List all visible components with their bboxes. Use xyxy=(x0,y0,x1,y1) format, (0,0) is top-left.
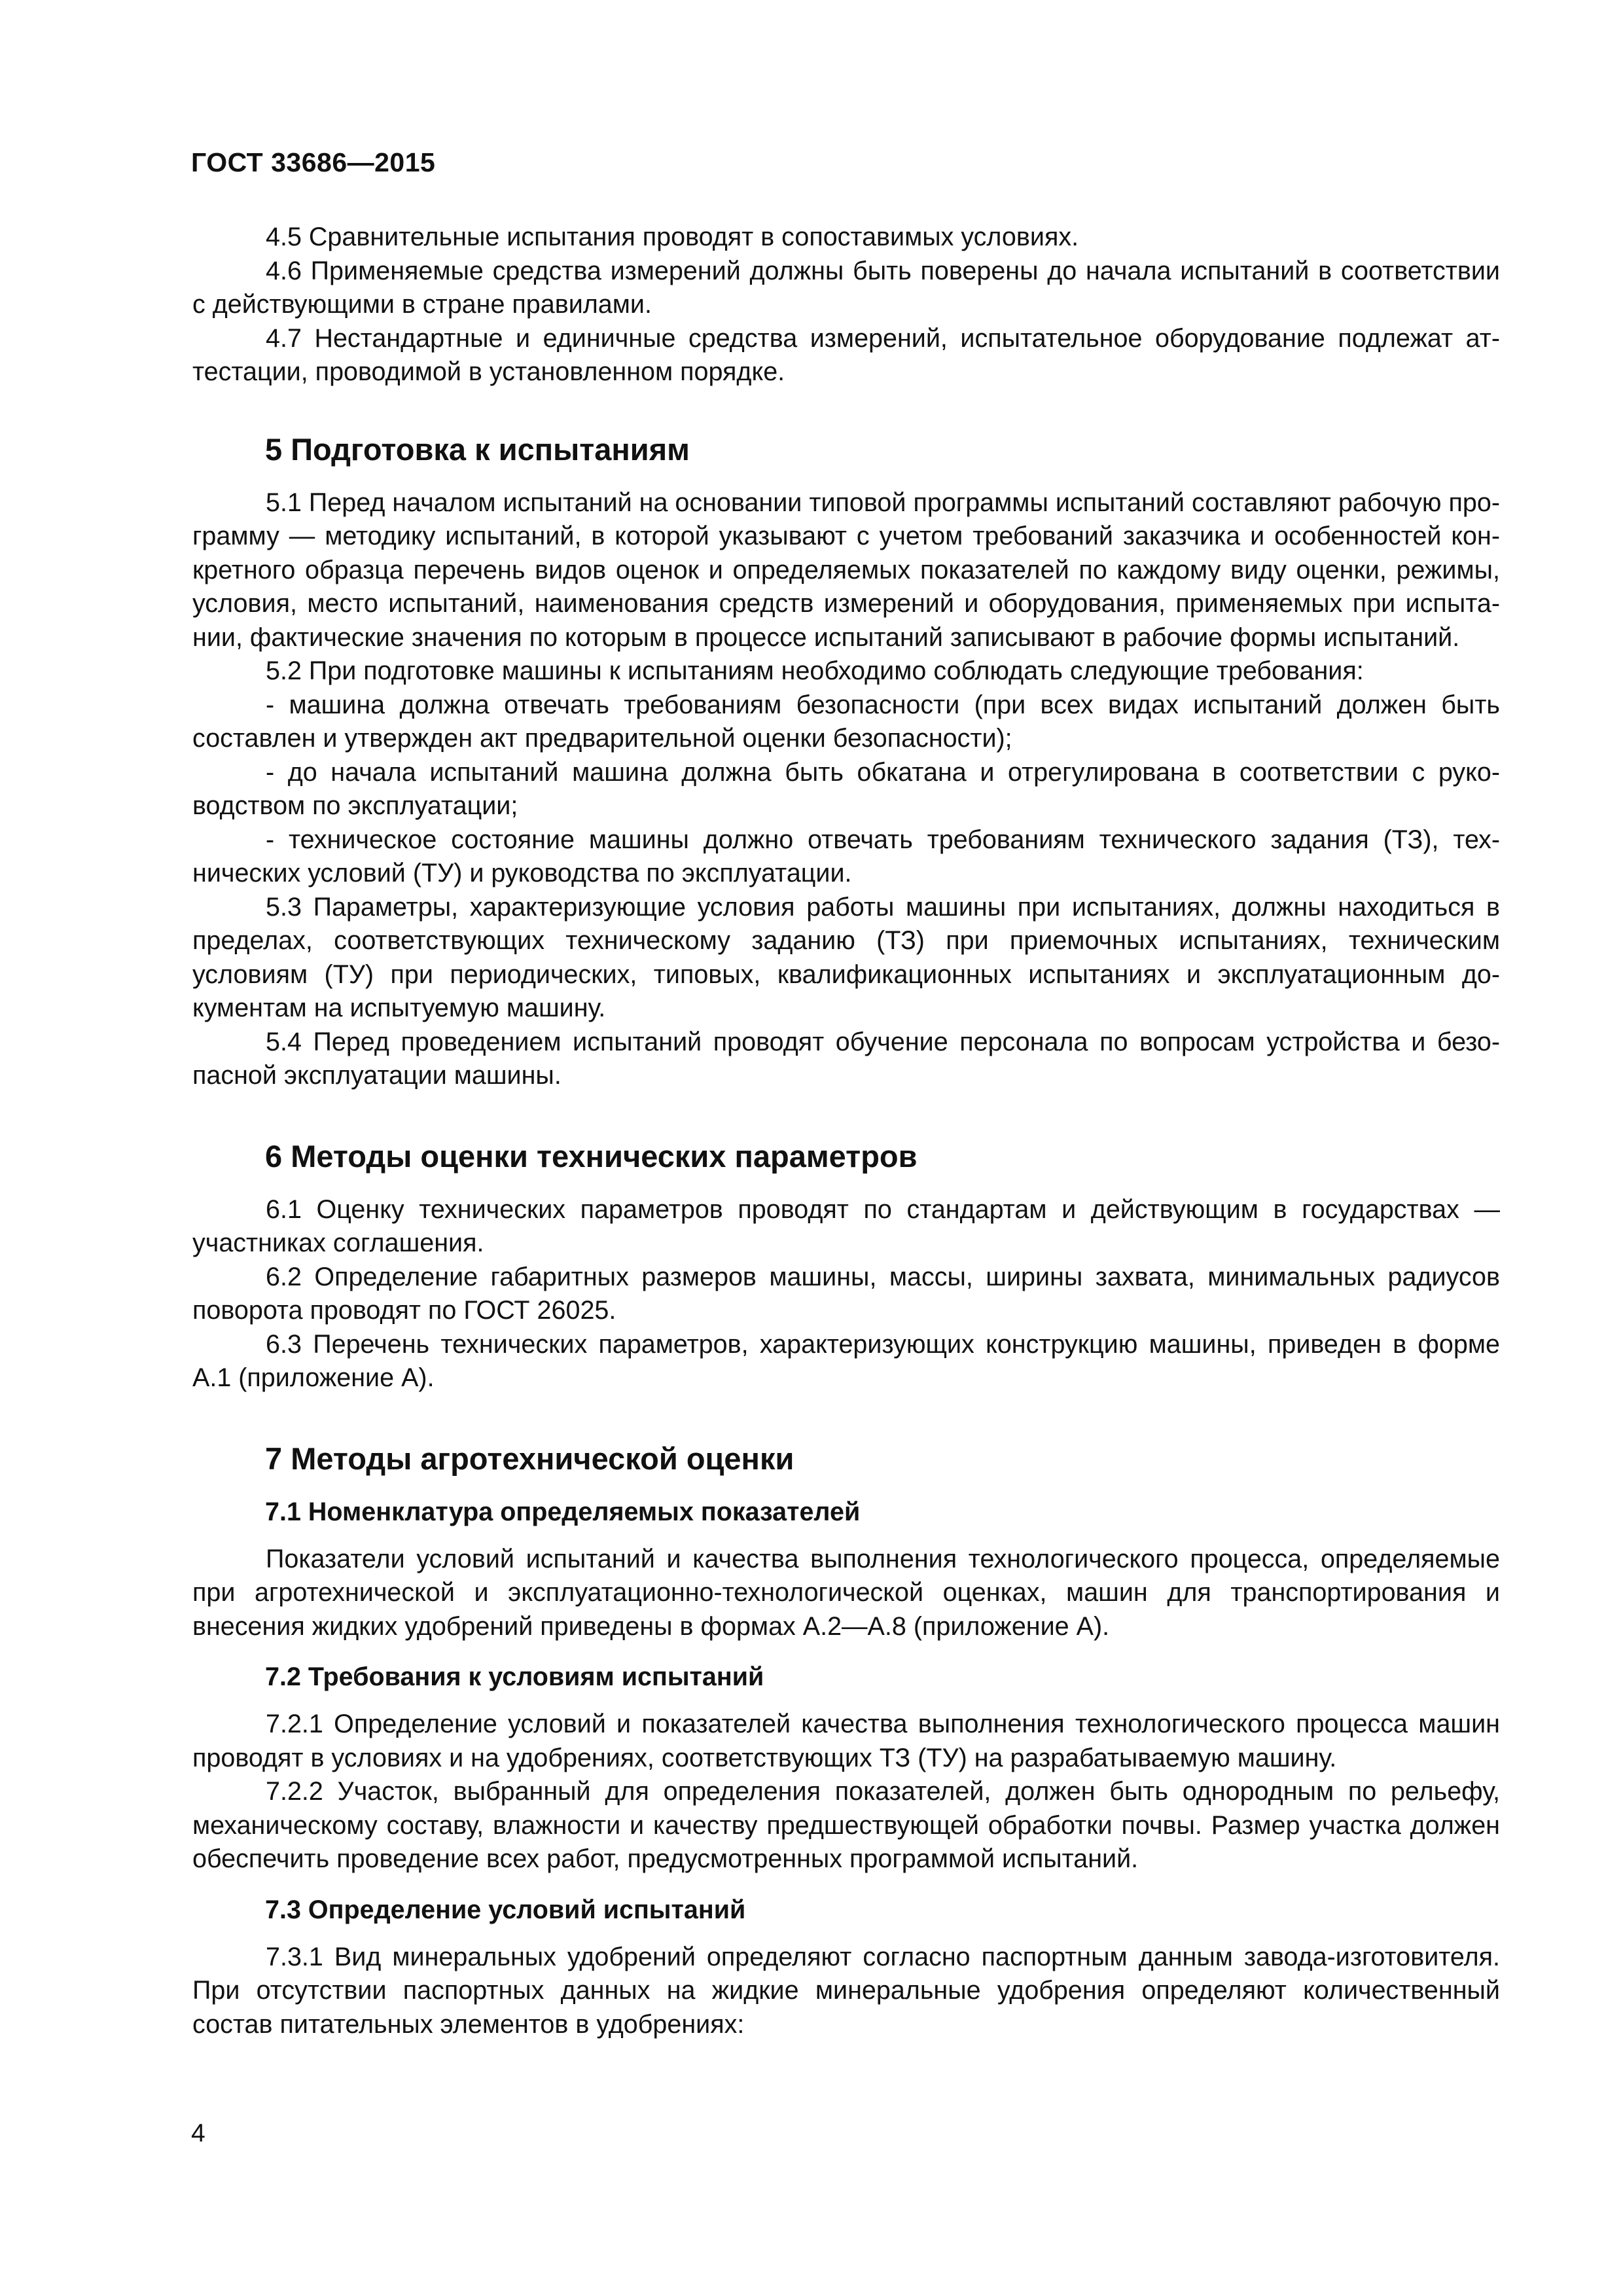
paragraph-7-2-1: 7.2.1 Определение условий и показателей качества выполнения технологического процесса машин проводят в условиях и на удобрениях, соответствующих ТЗ (ТУ) на разрабатываемую машину. xyxy=(192,1710,1500,1772)
paragraph-6-2: 6.2 Определение габаритных размеров машины, массы, ширины захвата, минимальных радиусов поворота проводят по ГОСТ 26025. xyxy=(192,1262,1500,1325)
page-number: 4 xyxy=(191,2119,205,2147)
paragraph-5-1: 5.1 Перед началом испытаний на основании типовой программы испытаний составляют рабочую программу — методику испытаний, в которой указывают с учетом требований заказчика и особенностей конкретного образца перечень видов оценок и определяемых показателей по каждому виду оценки, режимы, условия, место испытаний, наименования средств измерений и оборудования, применяемых при испытании, фактические значения по которым в процессе испытаний записывают в рабочие формы испытаний. xyxy=(192,488,1500,652)
list-item-safety: - машина должна отвечать требованиям безопасности (при всех видах испытаний должен быть составлен и утвержден акт предварительной оценки безопасности); xyxy=(192,690,1500,753)
paragraph-4-5: 4.5 Сравнительные испытания проводят в сопоставимых условиях. xyxy=(266,223,1079,251)
section-5-heading: 5 Подготовка к испытаниям xyxy=(265,431,690,467)
section-6-heading: 6 Методы оценки технических параметров xyxy=(265,1138,918,1174)
page-content xyxy=(192,221,1500,2041)
subsection-7-1-heading: 7.1 Номенклатура определяемых показателей xyxy=(265,1497,861,1526)
paragraph-7-2-2: 7.2.2 Участок, выбранный для определения показателей, должен быть однородным по рельефу, механическому составу, влажности и качеству предшествующей обработки почвы. Размер участка должен обеспечить проведение всех работ, предусмотренных программой испытаний. xyxy=(192,1777,1500,1873)
section-7-heading: 7 Методы агротехнической оценки xyxy=(265,1441,794,1476)
paragraph-5-3: 5.3 Параметры, характеризующие условия работы машины при испытаниях, должны находиться в пределах, соответствующих техническому заданию (ТЗ) при приемочных испытаниях, техническим условиям (ТУ) при периодических, типовых, квалификационных испытаниях и эксплуатационным документам на испытуемую машину. xyxy=(192,892,1500,1022)
paragraph-5-4: 5.4 Перед проведением испытаний проводят обучение персонала по вопросам устройства и безопасной эксплуатации машины. xyxy=(192,1027,1500,1090)
list-item-technical-state: - техническое состояние машины должно отвечать требованиям технического задания (ТЗ), технических условий (ТУ) и руководства по эксплуатации. xyxy=(192,825,1500,888)
subsection-7-2-heading: 7.2 Требования к условиям испытаний xyxy=(265,1662,764,1691)
paragraph-6-1: 6.1 Оценку технических параметров проводят по стандартам и действующим в государствах — участниках соглашения. xyxy=(192,1194,1500,1257)
document-code-header: ГОСТ 33686—2015 xyxy=(191,147,436,177)
paragraph-6-3: 6.3 Перечень технических параметров, характеризующих конструкцию машины, приведен в форме А.1 (приложение А). xyxy=(192,1329,1500,1392)
paragraph-7-1: Показатели условий испытаний и качества выполнения технологического процесса, определяемые при агротехнической и эксплуатационно-технологической оценках, машин для транспортирования и внесения жидких удобрений приведены в формах А.2—А.8 (приложение А). xyxy=(192,1544,1500,1641)
paragraph-4-7: 4.7 Нестандартные и единичные средства измерений, испытательное оборудование подлежат аттестации, проводимой в установленном порядке. xyxy=(192,323,1500,386)
paragraph-4-6: 4.6 Применяемые средства измерений должны быть поверены до начала испытаний в соответствии с действующими в стране правилами. xyxy=(192,256,1500,319)
paragraph-7-3-1: 7.3.1 Вид минеральных удобрений определяют согласно паспортным данным завода-изготовителя. При отсутствии паспортных данных на жидкие минеральные удобрения определяют количественный состав питательных элементов в удобрениях: xyxy=(192,1942,1500,2039)
subsection-7-3-heading: 7.3 Определение условий испытаний xyxy=(265,1895,746,1924)
paragraph-5-2: 5.2 При подготовке машины к испытаниям необходимо соблюдать следующие требования: xyxy=(266,656,1364,685)
list-item-running-in: - до начала испытаний машина должна быть обкатана и отрегулирована в соответствии с руководством по эксплуатации; xyxy=(192,757,1500,820)
